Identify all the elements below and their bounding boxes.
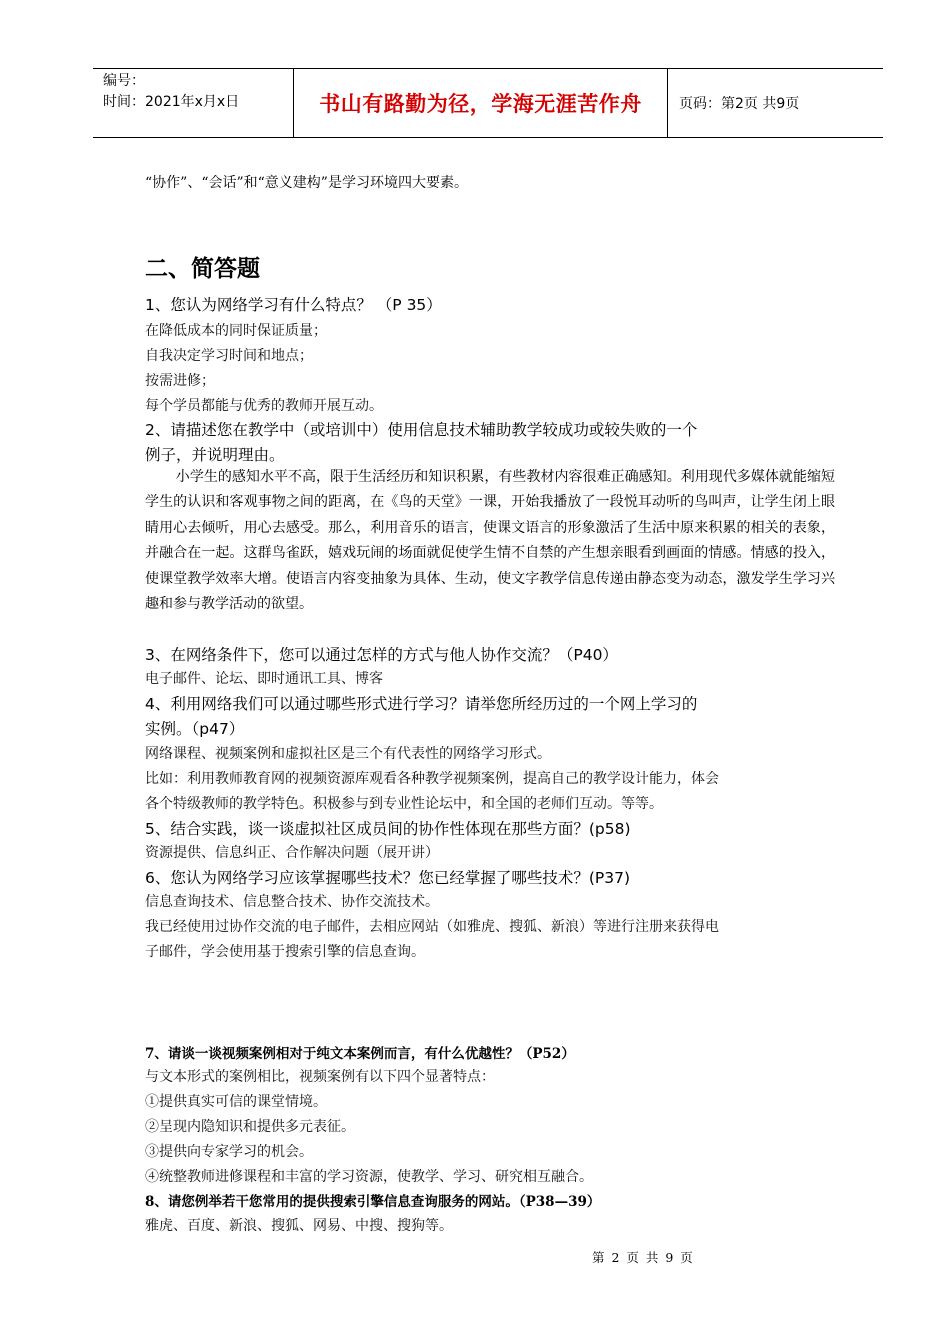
answer-4-1: 网络课程、视频案例和虚拟社区是三个有代表性的网络学习形式。 [145,746,551,762]
question-4-line-1: 4、利用网络我们可以通过哪些形式进行学习？请举您所经历过的一个网上学习的 [145,695,698,713]
question-5: 5、结合实践，谈一谈虚拟社区成员间的协作性体现在那些方面？(p58) [145,820,631,838]
time-label: 时间：2021年x月x日 [103,94,240,110]
number-label: 编号： [103,73,145,89]
question-3: 3、在网络条件下，您可以通过怎样的方式与他人协作交流？（P40） [145,646,618,664]
header-motto: 书山有路勤为径，学海无涯苦作舟 [294,69,668,137]
answer-7-point-2: ②呈现内隐知识和提供多元表征。 [145,1119,355,1135]
question-2-line-2: 例子，并说明理由。 [145,446,285,464]
answer-7-intro: 与文本形式的案例相比，视频案例有以下四个显著特点： [145,1069,495,1085]
page-footer: 第 2 页 共 9 页 [592,1250,693,1265]
answer-6-2-line-1: 我已经使用过协作交流的电子邮件，去相应网站（如雅虎、搜狐、新浪）等进行注册来获得电 [145,919,719,935]
answer-4-2-line-1: 比如：利用教师教育网的视频资源库观看各种教学视频案例，提高自己的教学设计能力，体会 [145,771,719,787]
answer-4-2-line-2: 各个特级教师的教学特色。积极参与到专业性论坛中，和全国的老师们互动。等等。 [145,796,663,812]
answer-5: 资源提供、信息纠正、合作解决问题（展开讲） [145,845,439,861]
answer-8: 雅虎、百度、新浪、搜狐、网易、中搜、搜狗等。 [145,1218,453,1234]
question-4-line-2: 实例。（p47） [145,720,245,738]
question-1: 1、您认为网络学习有什么特点？ （P 35） [145,296,442,314]
answer-1-1: 在降低成本的同时保证质量； [145,323,327,339]
answer-6-1: 信息查询技术、信息整合技术、协作交流技术。 [145,894,439,910]
answer-7-point-3: ③提供向专家学习的机会。 [145,1144,313,1160]
answer-1-3: 按需进修； [145,373,215,389]
answer-3: 电子邮件、论坛、即时通讯工具、博客 [145,671,383,687]
answer-6-2-line-2: 子邮件，学会使用基于搜索引擎的信息查询。 [145,944,425,960]
question-6: 6、您认为网络学习应该掌握哪些技术？您已经掌握了哪些技术？(P37) [145,869,631,887]
header-page-label: 页码：第2页 共9页 [679,96,800,112]
question-2-line-1: 2、请描述您在教学中（或培训中）使用信息技术辅助教学较成功或较失败的一个 [145,421,698,439]
answer-7-point-4: ④统整教师进修课程和丰富的学习资源，使教学、学习、研究相互融合。 [145,1169,593,1185]
header-table [93,68,883,138]
answer-2-paragraph: 小学生的感知水平不高，限于生活经历和知识积累，有些教材内容很难正确感知。利用现代多媒体就能缩短学生的认识和客观事物之间的距离，在《鸟的天堂》一课，开始我播放了一段悦耳动听的鸟叫声，让学生闭上眼睛用心去倾听，用心去感受。那么，利用音乐的语言，使课文语言的形象激活了生活中原来积累的相关的表象，并融合在一起。这群鸟雀跃，嬉戏玩闹的场面就促使学生情不自禁的产生想亲眼看到画面的情感。情感的投入，使课堂教学效率大增。使语言内容变抽象为具体、生动，使文字教学信息传递由静态变为动态，激发学生学习兴趣和参与教学活动的欲望。 [145,469,835,613]
answer-7-point-1: ①提供真实可信的课堂情境。 [145,1094,327,1110]
answer-1-2: 自我决定学习时间和地点； [145,348,313,364]
section-title: 二、简答题 [145,256,260,282]
question-7: 7、请谈一谈视频案例相对于纯文本案例而言，有什么优越性？（P52） [145,1046,575,1062]
answer-1-4: 每个学员都能与优秀的教师开展互动。 [145,398,383,414]
question-8: 8、请您例举若干您常用的提供搜索引擎信息查询服务的网站。（P38—39） [145,1194,601,1210]
header-meta-cell [93,69,294,137]
intro-line: “协作”、“会话”和“意义建构”是学习环境四大要素。 [145,175,468,191]
